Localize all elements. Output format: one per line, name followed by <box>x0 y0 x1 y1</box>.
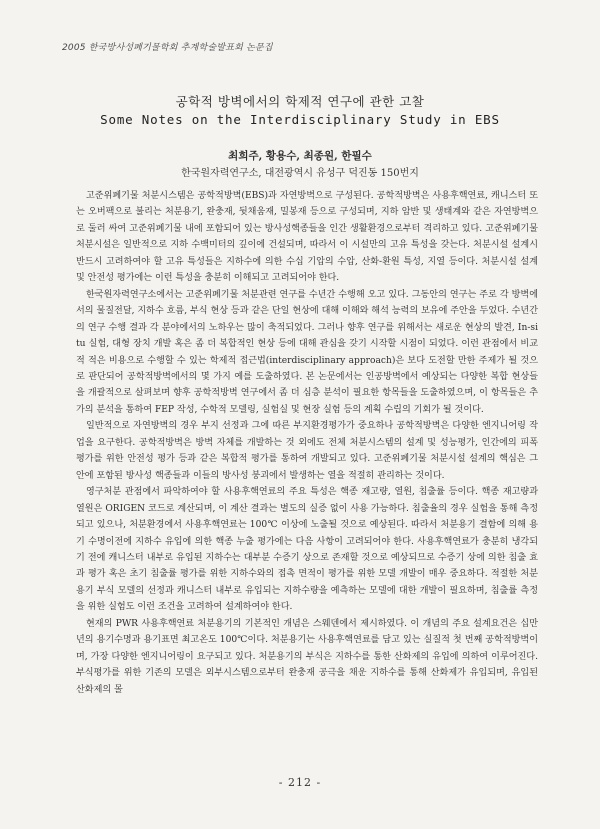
paragraph-2: 한국원자력연구소에서는 고준위폐기물 처분관련 연구를 수년간 수행해 오고 있다. 그동안의 연구는 주로 각 방벽에서의 물질전달, 지하수 흐름, 부식 현상 등과 같은 단일 현상에 대해 이해와 해석 능력의 보유에 주안을 두었다. 수년간의 연구 수행 결과 각 분야에서의 노하우는 많이 축적되었다. 그러나 향후 연구를 위해서는 새로운 현상의 발견, In-situ 실험, 대형 장치 개발 혹은 좀 더 복합적인 현상 등에 대해 관심을 갖기 시작할 시점이 되었다. 이런 관점에서 비교적 적은 비용으로 수행할 수 있는 학제적 접근법(interdisciplinary approach)은 보다 도전할 만한 주제가 될 것으로 판단되어 공학적방벽에서의 몇 가지 예를 도출하였다. 본 논문에서는 인공방벽에서 예상되는 다양한 복합 현상들을 개괄적으로 살펴보며 향후 공학적방벽 연구에서 좀 더 심층 분석이 필요한 항목들을 도출하였으며, 이 항목들은 추가의 분석을 통하여 FEP 작성, 수학적 모델링, 실험실 및 현장 실험 등의 계획 수립의 기회가 될 것이다. <box>76 289 538 415</box>
title-korean: 공학적 방벽에서의 학제적 연구에 관한 고찰 <box>175 94 425 109</box>
paragraph-4: 영구처분 관점에서 파악하여야 할 사용후핵연료의 주요 특성은 핵종 재고량, 열원, 침출률 등이다. 핵종 재고량과 열원은 ORIGEN 코드로 계산되며, 이 계산 결과는 별도의 실증 없이 사용 가능하다. 침출율의 경우 실험을 통해 측정되고 있으나, 처분환경에서 사용후핵연료는 100℃ 이상에 노출될 것으로 예상된다. 따라서 처분용기 결함에 의해 용기 수명이전에 지하수 유입에 의한 핵종 누출 평가에는 다음 사항이 고려되어야 한다. 사용후핵연료가 충분히 냉각되기 전에 캐니스터 내부로 유입된 지하수는 대부분 수증기 상으로 존재할 것으로 예상되므로 수증기 상에 의한 침출 효과 평가 혹은 초기 침출률 평가를 위한 지하수와의 접촉 면적이 평가를 위한 모델 개발이 매우 중요하다. 적절한 처분용기 부식 모델의 선정과 캐니스터 내부로 유입되는 지하수량을 예측하는 모델에 대한 개발이 필요하며, 침출률 측정을 위한 실험도 이런 조건을 고려하여 설계하여야 한다. <box>76 487 538 613</box>
running-head: 2005 한국방사성폐기물학회 추계학술발표회 논문집 <box>62 43 273 53</box>
paragraph-1: 고준위폐기물 처분시스템은 공학적방벽(EBS)과 자연방벽으로 구성된다. 공학적방벽은 사용후핵연료, 캐니스터 또는 오버팩으로 불리는 처분용기, 완충재, 뒷채움재, 밀봉재 등으로 구성되며, 지하 암반 및 생태계와 같은 자연방벽으로 둘러 싸여 고준위폐기물 내에 포함되어 있는 방사성핵종들을 인간 생활환경으로부터 격리하고 있다. 고준위폐기물 처분시설은 일반적으로 지하 수백미터의 깊이에 건설되며, 따라서 이 시설만의 고유 특성을 갖는다. 처분시설 설계시 반드시 고려하여야 할 고유 특성들은 지하수에 의한 수십 기압의 수압, 산화-환원 특성, 지열 등이다. 처분시설 설계 및 안전성 평가에는 이런 특성을 충분히 이해되고 고려되어야 한다. <box>76 191 538 284</box>
title-english: Some Notes on the Interdisciplinary Study in EBS <box>100 112 500 127</box>
body-text <box>76 188 538 698</box>
author-list: 최희주, 황용수, 최종원, 한필수 <box>228 150 372 162</box>
paragraph-5: 현재의 PWR 사용후핵연료 처분용기의 기본적인 개념은 스웨덴에서 제시하였다. 이 개념의 주요 설계요건은 십만년의 용기수명과 용기표면 최고온도 100℃이다. 처분용기는 사용후핵연료를 담고 있는 실질적 첫 번째 공학적방벽이며, 가장 다양한 엔지니어링이 요구되고 있다. 처분용기의 부식은 지하수를 통한 산화제의 유입에 의하여 이루어진다. 부식평가를 위한 기존의 모델은 외부시스템으로부터 완충재 공극을 채운 지하수를 통해 산화제가 유입되며, 유입된 산화제의 몰 <box>76 618 538 695</box>
affiliation: 한국원자력연구소, 대전광역시 유성구 덕진동 150번지 <box>181 168 419 179</box>
page-number: - 212 - <box>278 776 322 789</box>
paragraph-3: 일반적으로 자연방벽의 경우 부지 선정과 그에 따른 부지환경평가가 중요하나 공학적방벽은 다양한 엔지니어링 작업을 요구한다. 공학적방벽은 방벽 자체를 개발하는 것 외에도 전체 처분시스템의 설계 및 성능평가, 인간에의 피폭 평가를 위한 안전성 평가 등과 같은 복합적 평가를 통하여 개발되고 있다. 고준위폐기물 처분시설 설계의 핵심은 그 안에 포함된 방사성 핵종들과 이들의 방사성 붕괴에서 발생하는 열을 적절히 관리하는 것이다. <box>76 421 538 481</box>
